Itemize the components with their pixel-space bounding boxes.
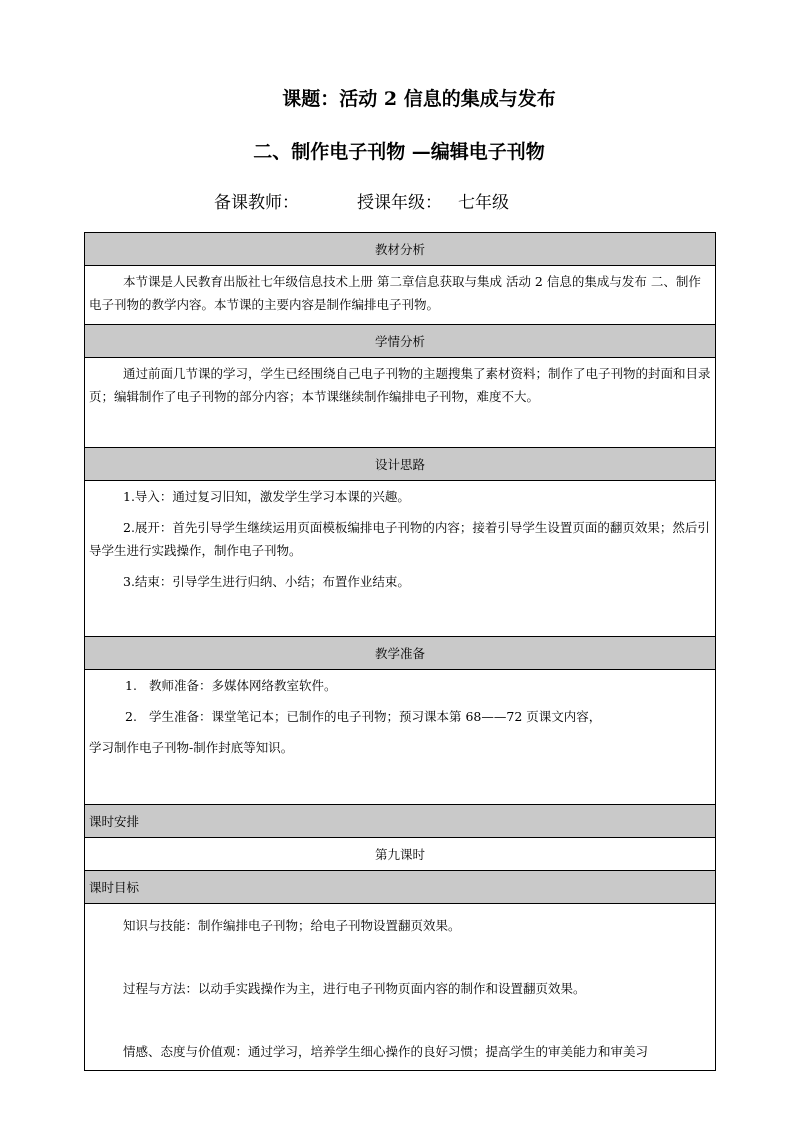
grade-value: 七年级 [458, 193, 509, 213]
prep-item-1-number: 1. [125, 678, 137, 693]
teacher-grade-line [214, 188, 509, 213]
lesson-plan-table [84, 232, 716, 1071]
lesson-subtitle: 二、制作电子刊物 —编辑电子刊物 [253, 141, 545, 163]
design-heading: 设计思路 [85, 448, 716, 481]
prep-item-teacher [89, 674, 711, 697]
schedule-heading: 课时安排 [85, 805, 716, 838]
design-item-intro: 1.导入：通过复习旧知，激发学生学习本课的兴趣。 [123, 489, 410, 504]
goal-attitude: 情感、态度与价值观：通过学习，培养学生细心操作的良好习惯；提高学生的审美能力和审美习 [123, 1044, 649, 1059]
prep-item-student [89, 705, 711, 728]
goal-process: 过程与方法：以动手实践操作为主，进行电子刊物页面内容的制作和设置翻页效果。 [123, 981, 586, 996]
prep-heading: 教学准备 [85, 637, 716, 670]
student-analysis-cell [85, 358, 716, 448]
textbook-analysis-text: 本节课是人民教育出版社七年级信息技术上册 第二章信息获取与集成 活动 2 信息的集成与发布 二、制作电子刊物的教学内容。本节课的主要内容是制作编排电子刊物。 [89, 274, 701, 312]
goal-knowledge: 知识与技能：制作编排电子刊物；给电子刊物设置翻页效果。 [123, 918, 461, 933]
schedule-value: 第九课时 [85, 838, 716, 871]
student-analysis-text: 通过前面几节课的学习，学生已经围绕自己电子刊物的主题搜集了素材资料；制作了电子刊物的封面和目录页；编辑制作了电子刊物的部分内容；本节课继续制作编排电子刊物，难度不大。 [89, 366, 711, 404]
design-item-develop: 2.展开：首先引导学生继续运用页面模板编排电子刊物的内容；接着引导学生设置页面的翻页效果；然后引导学生进行实践操作，制作电子刊物。 [89, 520, 710, 558]
prep-cell [85, 670, 716, 805]
prep-item-2-text: 学生准备：课堂笔记本；已制作的电子刊物；预习课本第 68——72 页课文内容， [149, 709, 602, 724]
goals-cell [85, 904, 716, 1071]
grade-label: 授课年级： [357, 193, 442, 213]
teacher-label: 备课教师： [214, 193, 299, 213]
student-analysis-heading: 学情分析 [85, 325, 716, 358]
textbook-analysis-heading: 教材分析 [85, 233, 716, 266]
prep-item-2-number: 2. [125, 709, 137, 724]
design-item-end: 3.结束：引导学生进行归纳、小结；布置作业结束。 [123, 574, 410, 589]
prep-item-2-continuation: 学习制作电子刊物-制作封底等知识。 [89, 740, 294, 755]
textbook-analysis-cell [85, 266, 716, 325]
prep-item-1-text: 教师准备：多媒体网络教室软件。 [149, 678, 337, 693]
design-cell [85, 481, 716, 637]
goals-heading: 课时目标 [85, 871, 716, 904]
lesson-title: 课题：活动 2 信息的集成与发布 [282, 88, 556, 110]
